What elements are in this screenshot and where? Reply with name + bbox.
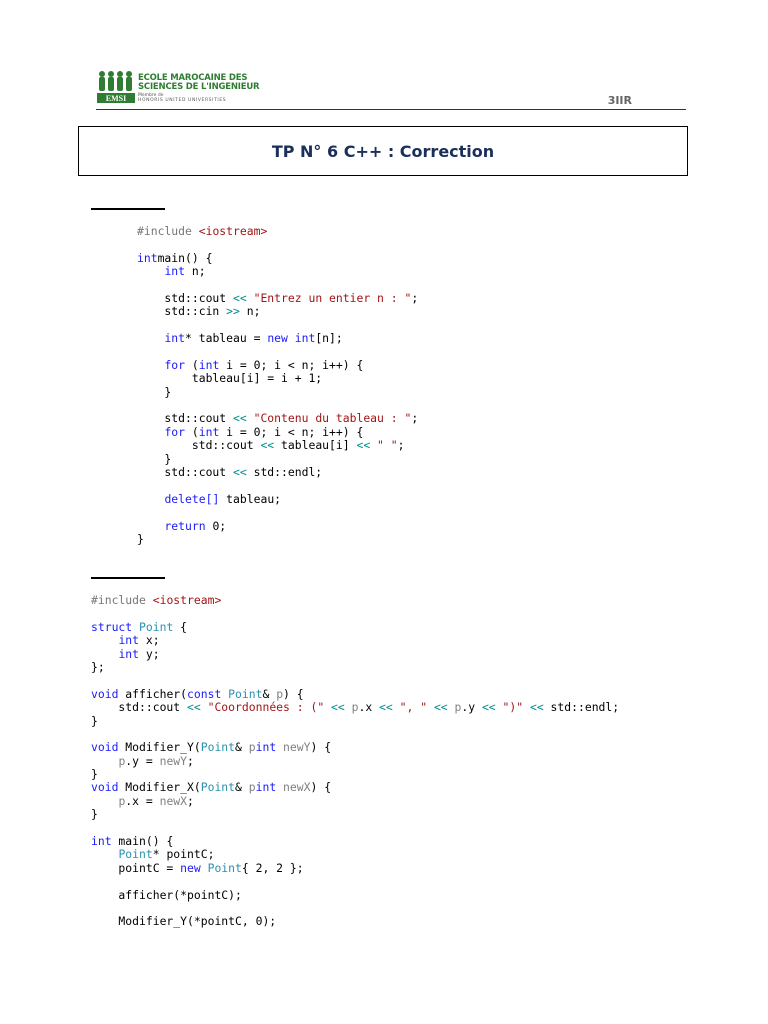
code-token: int — [255, 780, 277, 795]
code-token: p — [118, 753, 126, 768]
code-token: p — [248, 780, 256, 795]
code-line — [91, 607, 619, 620]
code-line — [91, 715, 619, 728]
class-label: 3IIR — [607, 94, 632, 107]
code-token — [523, 700, 530, 714]
code-token: .x = — [125, 793, 160, 808]
code-token — [137, 519, 164, 533]
code-token — [393, 700, 400, 714]
code-token: int — [164, 264, 186, 279]
code-line — [91, 661, 619, 674]
code-line — [137, 386, 418, 399]
code-token: << — [481, 700, 496, 715]
code-token: ; — [187, 753, 194, 768]
code-line — [91, 701, 619, 714]
code-line — [91, 808, 619, 821]
code-token: ")" — [502, 700, 524, 715]
code-token: const — [187, 686, 222, 701]
code-token — [137, 425, 164, 439]
code-token: << — [356, 438, 371, 453]
code-token: p — [454, 700, 462, 715]
code-token: ; — [411, 411, 419, 426]
code-token: { 2, 2 }; — [241, 860, 304, 875]
code-line — [137, 292, 418, 305]
code-token: p — [248, 740, 256, 755]
code-token — [137, 264, 164, 278]
code-line — [137, 238, 418, 251]
code-token: struct — [91, 619, 133, 634]
code-line — [137, 426, 418, 439]
code-line — [91, 755, 619, 768]
code-line — [137, 412, 418, 425]
code-token: std::cout — [137, 438, 261, 453]
code-block-2 — [91, 594, 619, 929]
code-token — [247, 411, 254, 425]
code-token: << — [187, 700, 201, 715]
code-line — [91, 741, 619, 754]
code-token — [288, 331, 295, 345]
code-line — [137, 252, 418, 265]
code-token: } — [137, 384, 172, 399]
code-token: for — [164, 424, 186, 439]
code-token: << — [233, 465, 247, 480]
code-token: " " — [377, 438, 398, 453]
code-line — [91, 889, 619, 902]
code-token: <iostream> — [152, 593, 222, 607]
code-token: main() { — [111, 834, 174, 849]
code-line — [137, 479, 418, 492]
code-line — [137, 265, 418, 278]
code-line — [137, 533, 418, 546]
code-token: y; — [139, 646, 160, 661]
code-token: .x — [358, 700, 380, 715]
code-token — [91, 633, 118, 647]
code-token: Point — [200, 780, 236, 795]
code-line — [91, 848, 619, 861]
svg-text:EMSI: EMSI — [105, 94, 127, 103]
code-line — [91, 915, 619, 928]
code-line — [137, 319, 418, 332]
code-line — [91, 835, 619, 848]
code-token: afficher(*pointC); — [91, 887, 242, 902]
code-line — [137, 305, 418, 318]
code-token: #include — [91, 593, 153, 607]
code-token: [n]; — [315, 331, 343, 346]
code-token: } — [91, 807, 98, 822]
code-token: int — [118, 633, 140, 648]
code-token: Modifier_X( — [118, 780, 201, 795]
code-token: <iostream> — [198, 224, 268, 238]
code-token: p — [351, 700, 359, 715]
code-line — [91, 621, 619, 634]
code-token: int — [255, 740, 277, 755]
code-token: * pointC; — [152, 847, 215, 862]
code-token: >> — [226, 304, 240, 319]
code-token: int — [198, 424, 220, 439]
code-line — [137, 399, 418, 412]
code-block-1 — [137, 225, 418, 546]
code-line — [91, 781, 619, 794]
code-token: x; — [139, 633, 160, 648]
code-token — [137, 492, 164, 506]
code-token: i = 0; i < n; i++) { — [219, 357, 364, 372]
code-line — [91, 634, 619, 647]
code-token: << — [379, 700, 393, 715]
code-token: & — [235, 740, 249, 755]
code-token: "Contenu du tableau : " — [253, 411, 412, 426]
code-token: std::cout — [137, 290, 234, 305]
code-token: new — [267, 331, 288, 346]
code-token: void — [91, 780, 119, 795]
code-token: ) { — [310, 780, 332, 795]
code-line — [137, 225, 418, 238]
code-token: int — [294, 331, 316, 346]
code-line — [137, 466, 418, 479]
code-line — [137, 506, 418, 519]
header-divider — [96, 109, 686, 110]
logo-line-1: ECOLE MAROCAINE DES — [138, 73, 248, 83]
code-line — [91, 594, 619, 607]
code-token: p — [276, 686, 284, 701]
code-line — [91, 728, 619, 741]
code-line — [137, 439, 418, 452]
code-token: void — [91, 686, 119, 701]
code-token: ; — [397, 438, 405, 453]
code-token: } — [137, 451, 172, 466]
code-token: Point — [207, 860, 242, 875]
code-token: ) { — [310, 740, 332, 755]
code-token: tableau[i] = i + 1; — [137, 371, 323, 386]
code-token: << — [529, 700, 544, 715]
code-token: std::endl; — [246, 465, 323, 480]
code-token: std::cout — [137, 465, 234, 480]
code-line — [137, 493, 418, 506]
code-token: ", " — [399, 700, 428, 715]
code-token: int — [164, 331, 186, 346]
code-token: new — [180, 860, 201, 875]
code-token — [427, 700, 434, 714]
code-token: newY — [283, 740, 311, 755]
code-token: Modifier_Y(*pointC, 0); — [91, 914, 277, 929]
code-line — [91, 902, 619, 915]
code-token — [91, 847, 118, 861]
code-token — [345, 700, 352, 714]
code-token: n; — [239, 304, 261, 319]
code-token: Point — [228, 686, 263, 701]
section-2-rule — [91, 577, 165, 579]
code-token: * tableau = — [185, 331, 268, 346]
code-token: int — [137, 250, 158, 265]
code-token: p — [118, 793, 126, 808]
code-token: .y = — [125, 753, 160, 768]
code-token — [201, 700, 208, 714]
code-line — [91, 822, 619, 835]
code-token: << — [260, 438, 275, 453]
code-token — [91, 754, 118, 768]
code-token: main() { — [157, 250, 213, 265]
code-token — [137, 358, 164, 372]
code-token: 0; — [205, 518, 227, 533]
code-line — [137, 372, 418, 385]
code-line — [137, 346, 418, 359]
code-token: << — [233, 411, 247, 426]
code-token — [91, 794, 118, 808]
code-token: tableau[i] — [274, 438, 357, 453]
code-line — [137, 332, 418, 345]
code-line — [91, 795, 619, 808]
code-line — [91, 688, 619, 701]
code-line — [91, 674, 619, 687]
code-token: << — [433, 700, 448, 715]
code-line — [91, 648, 619, 661]
code-line — [137, 520, 418, 533]
code-token — [496, 700, 503, 714]
code-token: newX — [159, 793, 188, 808]
code-token: std::endl; — [543, 700, 620, 715]
code-token: << — [331, 700, 345, 715]
code-token: Point — [118, 847, 153, 862]
title-box — [78, 126, 688, 176]
code-token: delete[] — [164, 491, 220, 506]
code-token: ) { — [283, 686, 304, 701]
code-token — [91, 647, 118, 661]
code-line — [137, 359, 418, 372]
code-token — [132, 620, 139, 634]
section-1-rule — [91, 208, 165, 210]
code-line — [137, 279, 418, 292]
code-token: & — [235, 780, 249, 795]
code-token: .y — [461, 700, 482, 715]
code-token: } — [91, 713, 98, 728]
code-token: tableau; — [219, 491, 282, 506]
code-token: void — [91, 740, 119, 755]
code-token: pointC = — [91, 860, 181, 875]
code-line — [137, 453, 418, 466]
code-token: Modifier_Y( — [118, 740, 201, 755]
code-line — [91, 862, 619, 875]
code-token: #include — [137, 224, 199, 238]
code-token: afficher( — [118, 686, 188, 701]
code-token: ; — [187, 793, 194, 808]
code-token — [137, 331, 164, 345]
code-token: i = 0; i < n; i++) { — [219, 424, 364, 439]
code-token: int — [118, 646, 140, 661]
code-token: "Coordonnées : (" — [207, 700, 325, 715]
code-token — [247, 291, 254, 305]
code-token: for — [164, 357, 186, 372]
code-token: n; — [185, 264, 206, 279]
code-token — [201, 861, 208, 875]
code-token — [448, 700, 455, 714]
code-token: ( — [185, 424, 199, 439]
code-token: & — [262, 686, 277, 701]
code-token: Point — [139, 619, 174, 634]
code-token: std::cin — [137, 304, 227, 319]
code-line — [91, 875, 619, 888]
code-token: ( — [185, 357, 199, 372]
code-token: std::cout — [91, 700, 188, 715]
code-token: } — [137, 531, 144, 546]
code-token: return — [164, 518, 206, 533]
code-token: int — [91, 834, 112, 849]
people-logo-icon — [96, 70, 138, 104]
page-header — [96, 70, 686, 112]
school-logo — [96, 70, 260, 106]
code-token: ; — [411, 290, 419, 305]
code-token: newY — [159, 753, 188, 768]
logo-line-2: SCIENCES DE L'INGENIEUR — [138, 82, 260, 92]
code-token: }; — [91, 659, 105, 674]
code-token: std::cout — [137, 411, 234, 426]
code-token: } — [91, 767, 98, 782]
code-token: int — [198, 357, 220, 372]
code-token: "Entrez un entier n : " — [253, 290, 412, 305]
logo-tagline-2: HONORIS UNITED UNIVERSITIES — [138, 98, 227, 103]
page-title: TP N° 6 C++ : Correction — [271, 142, 495, 161]
code-token: newX — [283, 780, 311, 795]
logo-tagline: Membre de — [138, 93, 164, 98]
code-token: << — [233, 290, 247, 305]
code-token: Point — [200, 740, 236, 755]
code-line — [91, 768, 619, 781]
code-token: { — [173, 619, 188, 634]
